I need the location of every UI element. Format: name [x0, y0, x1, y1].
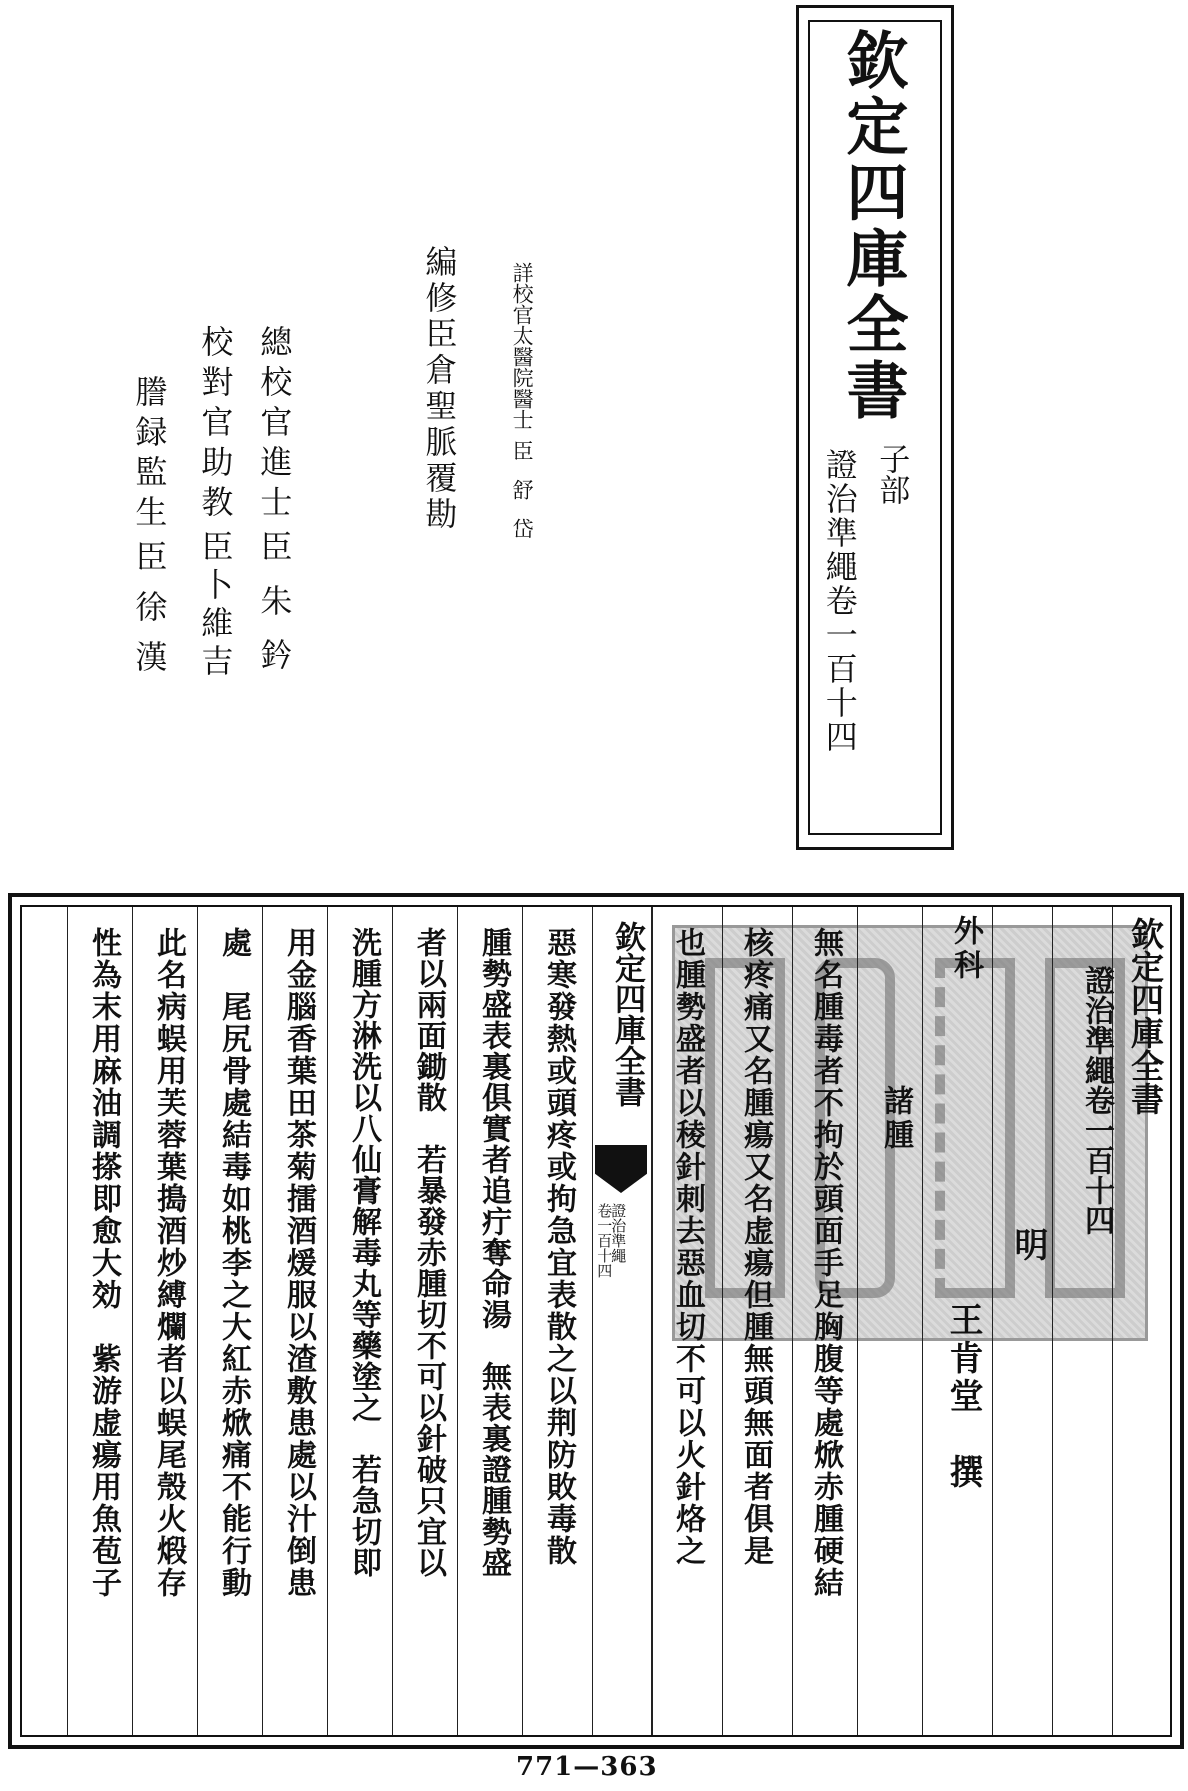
- page-header-title: 欽定四庫全書: [1126, 917, 1165, 1115]
- author-dynasty: 明: [1008, 1227, 1048, 1265]
- column-rule: [1052, 907, 1053, 1735]
- text-column: 處 尾尻骨處結毒如桃李之大紅赤焮痛不能行動: [216, 927, 251, 1599]
- copyist-title: 謄録監生: [130, 375, 169, 535]
- title-slip: [796, 5, 954, 850]
- fold-fish-tail-mark: [595, 1145, 647, 1193]
- text-column: 洗腫方淋洗以八仙膏解毒丸等藥塗之 若急切即: [346, 927, 381, 1578]
- page-number: 771—363: [516, 1752, 658, 1782]
- text-column: 惡寒發熱或頭疼或拘急宜表散之以荆防敗毒散: [541, 927, 576, 1567]
- text-column: 也腫勢盛者以稜針刺去惡血切不可以火針烙之: [670, 927, 705, 1567]
- proofreader-name: 臣舒岱: [510, 440, 535, 557]
- section-label: 子部: [873, 443, 910, 505]
- column-rule: [67, 907, 68, 1735]
- text-frame: [20, 905, 1172, 1737]
- chief-corrector-name: 臣朱鈐: [255, 530, 294, 692]
- text-column: 腫勢盛表裏俱實者追疔奪命湯 無表裏證腫勢盛: [476, 927, 511, 1578]
- fold-book: 證治準繩: [609, 1203, 628, 1263]
- corrector-title: 校對官助教: [196, 325, 235, 525]
- book-title: 證治準繩卷一百十四: [820, 448, 859, 754]
- corrector-name: 臣卜維吉: [196, 530, 235, 682]
- page-header-volume: 證治準繩卷一百十四: [1079, 965, 1114, 1235]
- copyist-name: 臣徐漢: [130, 540, 169, 690]
- fold-title: 欽定四庫全書: [609, 921, 645, 1107]
- center-fold: [592, 907, 652, 1735]
- text-column: 無名腫毒者不拘於頭面手足胸腹等處焮赤腫硬結: [808, 927, 843, 1599]
- column-rule: [857, 907, 858, 1735]
- fold-volume: 卷一百十四: [595, 1203, 614, 1278]
- proofreader-detail: 詳校官太醫院醫士: [510, 262, 535, 430]
- text-column: 外科: [948, 915, 983, 983]
- column-rule: [722, 907, 723, 1735]
- text-column: 性為末用麻油調搽即愈大効 紫游虚瘍用魚苞子: [86, 927, 121, 1599]
- column-rule: [652, 907, 653, 1735]
- text-column: 者以兩面鋤散 若暴發赤腫切不可以針破只宜以: [411, 927, 446, 1578]
- author-name: 王肯堂 撰: [943, 1302, 983, 1492]
- chief-corrector-title: 總校官進士: [255, 325, 294, 525]
- text-column: 此名病蜈用芙蓉葉搗酒炒縛爛者以蜈尾殼火煅存: [151, 927, 186, 1599]
- column-rule: [792, 907, 793, 1735]
- text-page: [8, 893, 1184, 1749]
- collection-title: 欽定四庫全書: [836, 28, 909, 424]
- text-column: 核疼痛又名腫瘍又名虚瘍但腫無頭無面者俱是: [738, 927, 773, 1567]
- compiler-credit: 編修臣倉聖脈覆勘: [420, 245, 459, 533]
- text-column: 諸腫: [878, 1017, 913, 1153]
- text-column: 用金腦香葉田茶菊擂酒煖服以渣敷患處以汁倒患: [281, 927, 316, 1599]
